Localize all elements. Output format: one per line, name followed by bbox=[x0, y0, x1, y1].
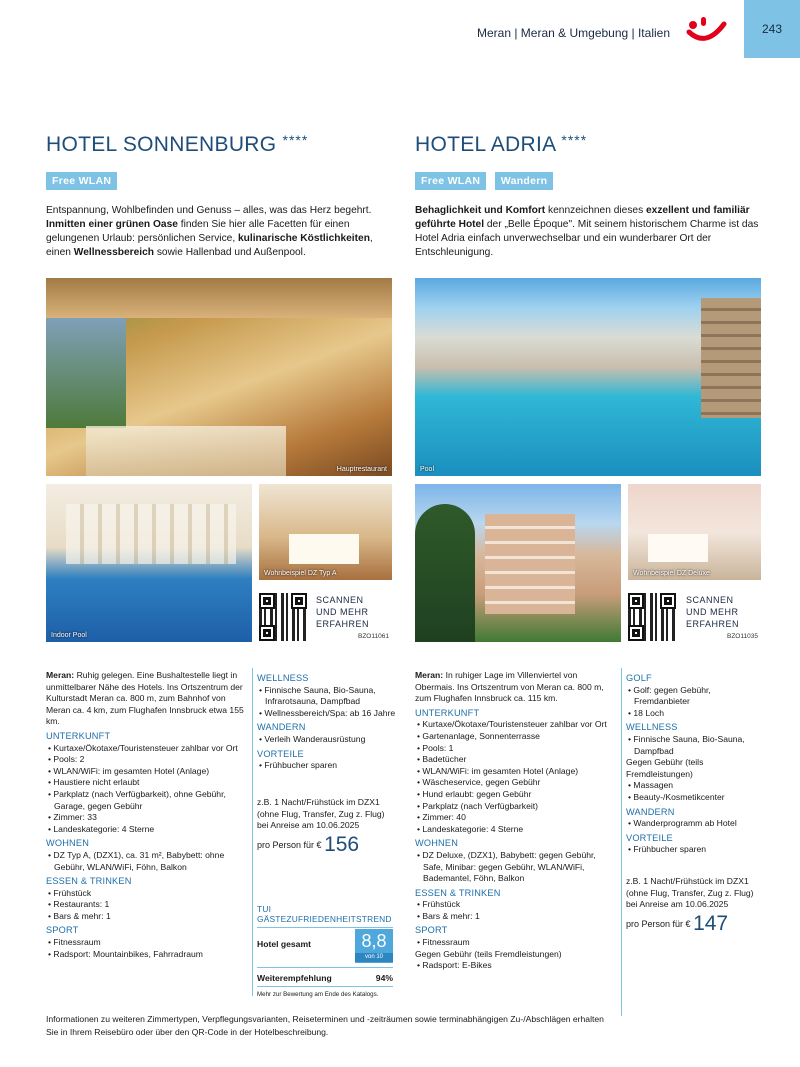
scan-prompt: SCANNEN UND MEHR ERFAHREN bbox=[316, 595, 370, 629]
list-item: • Parkplatz (nach Verfügbarkeit) bbox=[415, 801, 617, 813]
badge-row bbox=[415, 171, 553, 190]
intro-segment: finden Sie hier alle Facetten für einen gelungenen Urlaub: persönlichen Service, bbox=[46, 219, 350, 244]
list-item: • Beauty-/Kosmetikcenter bbox=[626, 792, 766, 804]
list-item: • DZ Typ A, (DZX1), ca. 31 m², Babybett: ohne Gebühr, WLAN/WiFi, Föhn, Balkon bbox=[46, 850, 248, 873]
list-item: • Pools: 1 bbox=[415, 743, 617, 755]
intro-segment: der „Belle Époque". Mit seinem historischem Charme ist das Hotel Adria einfach unverwechselbar und ein wunderbarer Ort der Entschleunigung. bbox=[415, 219, 759, 258]
rating-overall-label: Hotel gesamt bbox=[257, 939, 311, 949]
intro-segment: kulinarische Köstlichkeiten bbox=[238, 233, 370, 244]
list-item: • Pools: 2 bbox=[46, 754, 248, 766]
section-heading: WOHNEN bbox=[415, 838, 459, 849]
tui-logo-icon bbox=[686, 14, 728, 48]
list-item: • DZ Deluxe, (DZX1), Babybett: gegen Gebühr, Safe, Minibar: gegen Gebühr, WLAN/WiFi, Bademantel, Föhn, Balkon bbox=[415, 850, 617, 885]
list-item: • Frühbucher sparen bbox=[257, 760, 397, 772]
badge-wandern: Wandern bbox=[495, 172, 554, 190]
list-item: • Landeskategorie: 4 Sterne bbox=[415, 824, 617, 836]
list-item: • Badetücher bbox=[415, 754, 617, 766]
hotel-code: BZO11035 bbox=[727, 633, 758, 640]
list-item: • Fitnessraum bbox=[46, 937, 248, 949]
list-item: • Frühstück bbox=[415, 899, 617, 911]
list-item: • WLAN/WiFi: im gesamten Hotel (Anlage) bbox=[46, 766, 248, 778]
section-note: Gegen Gebühr (teils Fremdleistungen) bbox=[626, 757, 704, 779]
details-right bbox=[257, 670, 397, 772]
hotel-intro bbox=[415, 204, 763, 260]
section-heading: WANDERN bbox=[257, 722, 306, 733]
star-rating: **** bbox=[282, 132, 309, 148]
photo-indoor-pool: Indoor Pool bbox=[46, 484, 252, 642]
intro-segment: sowie Hallenbad und Außenpool. bbox=[153, 247, 306, 258]
qr-code[interactable] bbox=[259, 593, 307, 641]
list-item: • 18 Loch bbox=[626, 708, 766, 720]
section-heading: WOHNEN bbox=[46, 838, 90, 849]
scan-prompt: SCANNEN UND MEHR ERFAHREN bbox=[686, 595, 740, 629]
details-left bbox=[46, 670, 248, 960]
intro-segment: Inmitten einer grünen Oase bbox=[46, 219, 178, 230]
hotel-title: HOTEL ADRIA **** bbox=[415, 132, 588, 156]
list-item: • Hund erlaubt: gegen Gebühr bbox=[415, 789, 617, 801]
list-item: • Restaurants: 1 bbox=[46, 899, 248, 911]
section-heading: SPORT bbox=[415, 925, 448, 936]
section-heading: WANDERN bbox=[626, 806, 675, 817]
section-heading: GOLF bbox=[626, 673, 652, 683]
intro-segment: Entspannung, Wohlbefinden und Genuss – alles, was das Herz begehrt. bbox=[46, 205, 372, 216]
list-item: • Radsport: Mountainbikes, Fahrradraum bbox=[46, 949, 248, 961]
section-heading: SPORT bbox=[46, 925, 79, 936]
offer-text: z.B. 1 Nacht/Frühstück im DZX1 (ohne Flug, Transfer, Zug z. Flug) bei Anreise am 10.06.2025 bbox=[257, 797, 385, 831]
recommend-value: 94% bbox=[375, 973, 393, 983]
list-item: • Zimmer: 40 bbox=[415, 812, 617, 824]
rating-note: Mehr zur Bewertung am Ende des Katalogs. bbox=[257, 991, 379, 998]
section-heading: VORTEILE bbox=[626, 832, 673, 843]
hotel-intro bbox=[46, 204, 394, 260]
section-heading: ESSEN & TRINKEN bbox=[415, 887, 501, 898]
photo-hotel-building bbox=[415, 484, 621, 642]
intro-segment: kennzeichnen dieses bbox=[545, 205, 646, 216]
list-item: • Golf: gegen Gebühr, Fremdanbieter bbox=[626, 685, 766, 708]
price: pro Person für € 156 bbox=[257, 833, 360, 856]
divider bbox=[252, 668, 253, 996]
list-item: • WLAN/WiFi: im gesamten Hotel (Anlage) bbox=[415, 766, 617, 778]
offer-text: z.B. 1 Nacht/Frühstück im DZX1 (ohne Flug, Transfer, Zug z. Flug) bei Anreise am 10.06.2025 bbox=[626, 876, 754, 910]
section-note: Gegen Gebühr (teils Fremdleistungen) bbox=[415, 948, 562, 959]
list-item: • Landeskategorie: 4 Sterne bbox=[46, 824, 248, 836]
list-item: • Finnische Sauna, Bio-Sauna, Infrarotsauna, Dampfbad bbox=[257, 685, 397, 708]
details-left bbox=[415, 670, 617, 972]
list-item: • Bars & mehr: 1 bbox=[46, 911, 248, 923]
hotel-code: BZO11061 bbox=[358, 633, 389, 640]
star-rating: **** bbox=[561, 132, 588, 148]
badge-free-wlan: Free WLAN bbox=[46, 172, 117, 190]
list-item: • Radsport: E-Bikes bbox=[415, 960, 617, 972]
location-text: Ruhig gelegen. Eine Bushaltestelle liegt in unmittelbarer Nähe des Hotels. Ins Ortszentrum der Kulturstadt Meran ca. 800 m, zum Bahnhof von Meran ca. 4 km, zum Flughafen Innsbruck etwa 155 km. bbox=[46, 670, 244, 727]
rating-score-badge: 8,8 von 10 bbox=[355, 929, 393, 963]
list-item: • Wanderprogramm ab Hotel bbox=[626, 818, 766, 830]
photo-pool: Pool bbox=[415, 278, 761, 476]
list-item: • Frühstück bbox=[46, 888, 248, 900]
list-item: • Gartenanlage, Sonnenterrasse bbox=[415, 731, 617, 743]
section-heading: UNTERKUNFT bbox=[46, 730, 111, 741]
location-text: In ruhiger Lage im Villenviertel von Obermais. Ins Ortszentrum von Meran ca. 800 m, zum Flughafen Innsbruck ca. 115 km. bbox=[415, 670, 604, 704]
rating-title: TUI GÄSTEZUFRIEDENHEITSTREND bbox=[257, 904, 392, 924]
photo-room-deluxe: Wohnbeispiel DZ Deluxe bbox=[628, 484, 761, 580]
list-item: • Haustiere nicht erlaubt bbox=[46, 777, 248, 789]
list-item: • Wäscheservice, gegen Gebühr bbox=[415, 777, 617, 789]
location-label: Meran: bbox=[415, 670, 444, 680]
badge-row bbox=[46, 171, 117, 190]
badge-free-wlan: Free WLAN bbox=[415, 172, 486, 190]
intro-segment: , einen bbox=[46, 233, 373, 258]
list-item: • Kurtaxe/Ökotaxe/Touristensteuer zahlbar vor Ort bbox=[415, 719, 617, 731]
hotel-title: HOTEL SONNENBURG **** bbox=[46, 132, 309, 156]
section-heading: UNTERKUNFT bbox=[415, 707, 480, 718]
rating-box bbox=[257, 904, 393, 998]
intro-segment: Behaglichkeit und Komfort bbox=[415, 205, 546, 216]
section-heading: VORTEILE bbox=[257, 748, 304, 759]
list-item: • Kurtaxe/Ökotaxe/Touristensteuer zahlbar vor Ort bbox=[46, 743, 248, 755]
photo-restaurant: Hauptrestaurant bbox=[46, 278, 392, 476]
list-item: • Finnische Sauna, Bio-Sauna, Dampfbad bbox=[626, 734, 766, 757]
list-item: • Massagen bbox=[626, 780, 766, 792]
section-heading: ESSEN & TRINKEN bbox=[46, 876, 132, 887]
list-item: • Parkplatz (nach Verfügbarkeit), ohne Gebühr, Garage, gegen Gebühr bbox=[46, 789, 248, 812]
list-item: • Bars & mehr: 1 bbox=[415, 911, 617, 923]
section-heading: WELLNESS bbox=[257, 673, 309, 683]
section-heading: WELLNESS bbox=[626, 722, 678, 733]
list-item: • Fitnessraum bbox=[415, 937, 617, 949]
list-item: • Verleih Wanderausrüstung bbox=[257, 734, 397, 746]
list-item: • Wellnessbereich/Spa: ab 16 Jahre bbox=[257, 708, 397, 720]
list-item: • Frühbucher sparen bbox=[626, 844, 766, 856]
divider bbox=[621, 668, 622, 1016]
breadcrumb: Meran | Meran & Umgebung | Italien bbox=[477, 26, 670, 40]
page-number: 243 bbox=[744, 0, 800, 58]
price: pro Person für € 147 bbox=[626, 912, 729, 935]
location-label: Meran: bbox=[46, 670, 75, 680]
qr-code[interactable] bbox=[628, 593, 676, 641]
photo-room-typ-a: Wohnbeispiel DZ Typ A bbox=[259, 484, 392, 580]
intro-segment: exzellent und familiär geführte Hotel bbox=[415, 205, 750, 230]
details-right bbox=[626, 670, 766, 856]
intro-segment: Wellnessbereich bbox=[73, 247, 154, 258]
footer-note: Informationen zu weiteren Zimmertypen, Verpflegungsvarianten, Reiseterminen und -zeiträumen sowie terminabhängigen Zu-/Abschlägen erhalten Sie in Ihrem Reisebüro oder über den QR-Code in der Hotelbeschreibung. bbox=[46, 1014, 604, 1037]
recommend-label: Weiterempfehlung bbox=[257, 973, 332, 983]
list-item: • Zimmer: 33 bbox=[46, 812, 248, 824]
